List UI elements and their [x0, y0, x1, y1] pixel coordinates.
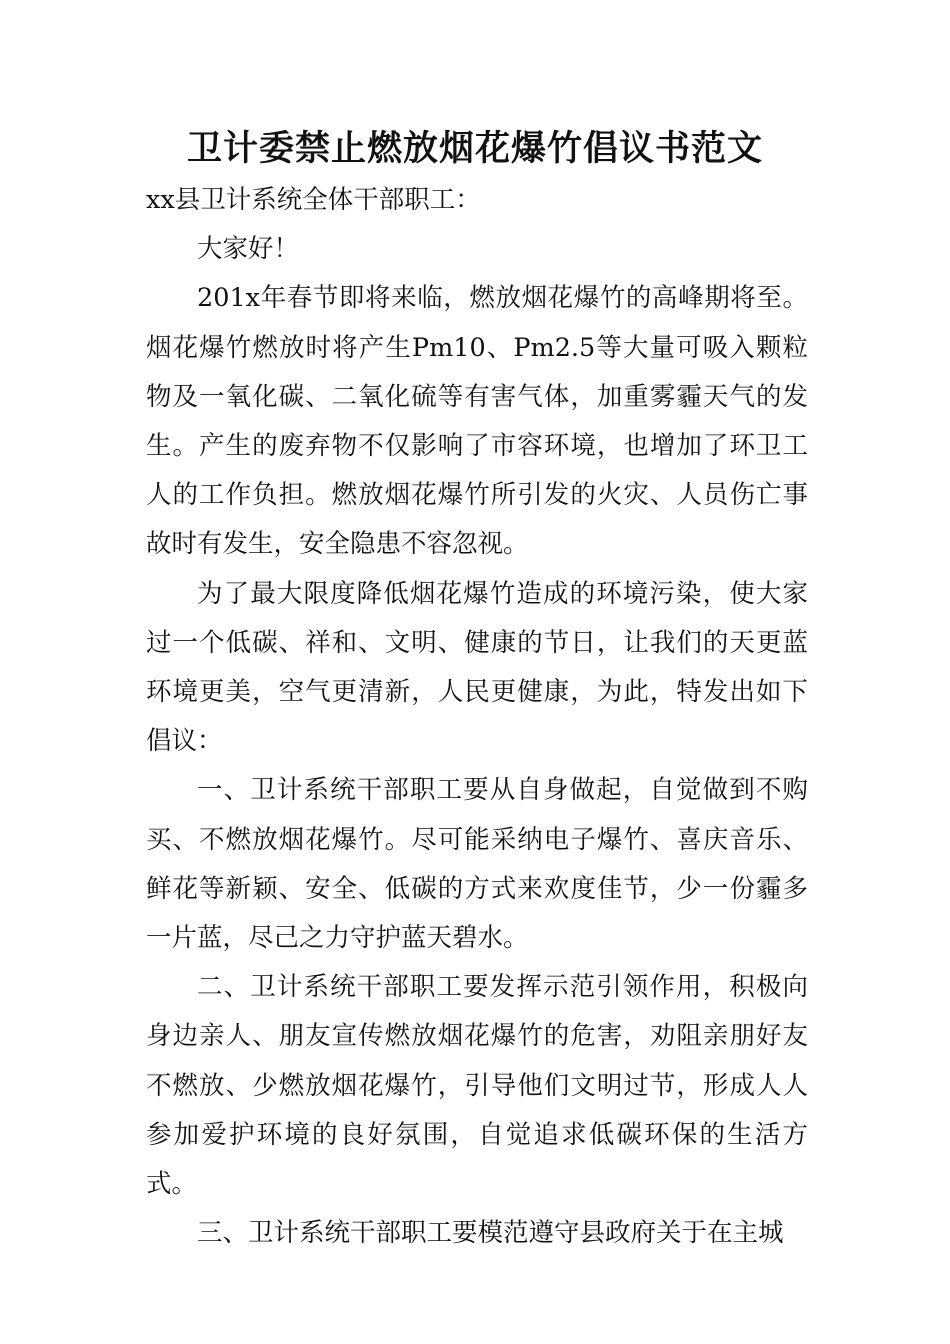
greeting: 大家好！	[197, 234, 300, 265]
document-body	[146, 176, 808, 1258]
document-title: 卫计委禁止燃放烟花爆竹倡议书范文	[186, 129, 763, 169]
paragraph-intro: 201x年春节即将来临，燃放烟花爆竹的高峰期将至。烟花爆竹燃放时将产生Pm10、Pm2.5等大量可吸入颗粒物及一氧化碳、二氧化硫等有害气体，加重雾霾天气的发生。产生的废弃物不仅影响了市容环境，也增加了环卫工人的工作负担。燃放烟花爆竹所引发的火灾、人员伤亡事故时有发生，安全隐患不容忽视。	[146, 283, 808, 560]
paragraph-item-1: 一、卫计系统干部职工要从自身做起，自觉做到不购买、不燃放烟花爆竹。尽可能采纳电子爆竹、喜庆音乐、鲜花等新颖、安全、低碳的方式来欢度佳节，少一份霾多一片蓝，尽己之力守护蓝天碧水。	[146, 775, 808, 954]
paragraph-item-3: 三、卫计系统干部职工要模范遵守县政府关于在主城	[197, 1218, 784, 1249]
paragraph-item-2: 二、卫计系统干部职工要发挥示范引领作用，积极向身边亲人、朋友宣传燃放烟花爆竹的危害，劝阻亲朋好友不燃放、少燃放烟花爆竹，引导他们文明过节，形成人人参加爱护环境的良好氛围，自觉追求低碳环保的生活方式。	[146, 972, 808, 1200]
salutation: xx县卫计系统全体干部职工：	[146, 185, 481, 215]
paragraph-purpose: 为了最大限度降低烟花爆竹造成的环境污染，使大家过一个低碳、祥和、文明、健康的节日，让我们的天更蓝环境更美，空气更清新，人民更健康，为此，特发出如下倡议：	[146, 578, 808, 757]
